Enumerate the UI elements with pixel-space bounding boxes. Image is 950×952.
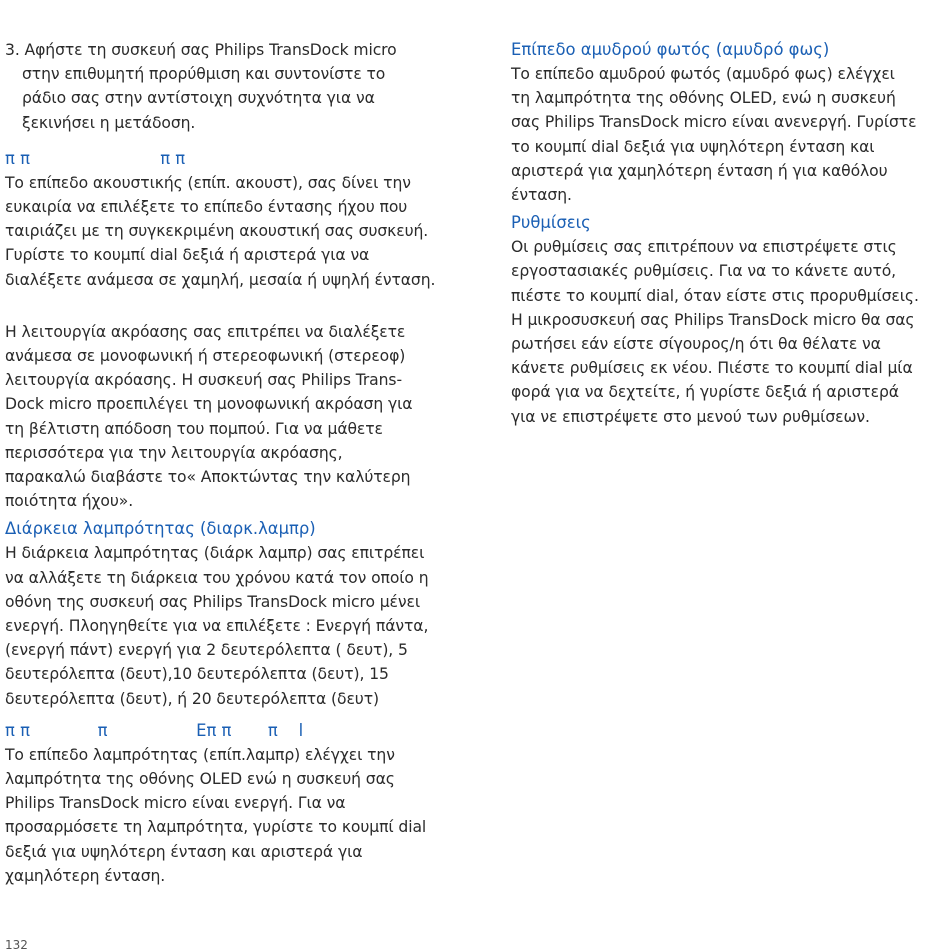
settings-heading: Ρυθμίσεις	[511, 213, 591, 233]
step-3-paragraph: 3. Αφήστε τη συσκευή σας Philips TransDock micro στην επιθυμητή προρύθμιση και συντονίστε το ράδιο σας στην αντίστοιχη συχνότητα για να ξεκινήσει η μετάδοση.	[5, 41, 397, 132]
left-column	[5, 38, 465, 888]
acoustic-level-paragraph: Το επίπεδο ακουστικής (επίπ. ακουστ), σας δίνει την ευκαιρία να επιλέξετε το επίπεδο έντασης ήχου που ταιριάζει με τη συγκεκριμένη ακουστική σας συσκευή. Γυρίστε το κουμπί dial δεξιά ή αριστερά για να διαλέξετε ανάμεσα σε χαμηλή, μεσαία ή υψηλή ένταση.	[5, 173, 436, 289]
brightness-level-paragraph: Το επίπεδο λαμπρότητας (επίπ.λαμπρ) ελέγχει την λαμπρότητα της οθόνης OLED ενώ η συσκευή σας Philips TransDock micro είναι ενεργή. Για να προσαρμόσετε τη λαμπρότητα, γυρίστε το κουμπί dial δεξιά για υψηλότερη ένταση και αριστερά για χαμηλότερη ένταση.	[5, 745, 427, 885]
settings-paragraph: Οι ρυθμίσεις σας επιτρέπουν να επιστρέψετε στις εργοστασιακές ρυθμίσεις. Για να το κάνετε αυτό, πιέστε το κουμπί dial, όταν είστε στις προρυθμίσεις. Η μικροσυσκευή σας Philips TransDock micro θα σας ρωτήσει εάν είστε σίγουρος/η ότι θα θέλατε να κάνετε ρυθμίσεις εκ νέου. Πιέστε το κουμπί dial μία φορά για να δεχτείτε, ή γυρίστε δεξιά ή αριστερά για νε επιστρέψετε στο μενού των ρυθμίσεων.	[511, 238, 919, 426]
brightness-duration-paragraph: Η διάρκεια λαμπρότητας (διάρκ λαμπρ) σας επιτρέπει να αλλάξετε τη διάρκεια του χρόνου κατά τον οποίο η οθόνη της συσκευή σας Philips TransDock micro μένει ενεργή. Πλοηγηθείτε για να επιλέξετε : Ενεργή πάντα, (ενεργή πάντ) ενεργή για 2 δευτερόλεπτα ( δευτ), 5 δευτερόλεπτα (δευτ),10 δευτερόλεπτα (δευτ), 15 δευτερόλεπτα (δευτ), ή 20 δευτερόλεπτα (δευτ)	[5, 544, 429, 708]
brightness-level-heading: π π π Επ π π l	[5, 720, 304, 740]
acoustic-level-heading: π π π π	[5, 148, 186, 168]
right-column	[511, 38, 947, 429]
dim-level-heading: Επίπεδο αμυδρού φωτός (αμυδρό φως)	[511, 40, 830, 59]
listening-mode-paragraph: Η λειτουργία ακρόασης σας επιτρέπει να διαλέξετε ανάμεσα σε μονοφωνική ή στερεοφωνική (στερεοφ) λειτουργία ακρόασης. Η συσκευή σας Philips Trans- Dock micro προεπιλέγει τη μονοφωνική ακρόαση για τη βέλτιστη απόδοση του πομπού. Για να μάθετε περισσότερα για την λειτουργία ακρόασης, παρακαλώ διαβάστε το« Αποκτώντας την καλύτερη ποιότητα ήχου».	[5, 322, 413, 511]
brightness-duration-heading: Διάρκεια λαμπρότητας (διαρκ.λαμπρ)	[5, 519, 316, 539]
page-number: 132	[5, 938, 28, 952]
dim-level-paragraph: Το επίπεδο αμυδρού φωτός (αμυδρό φως) ελέγχει τη λαμπρότητα της οθόνης OLED, ενώ η συσκευή σας Philips TransDock micro είναι ανενεργή. Γυρίστε το κουμπί dial δεξιά για υψηλότερη ένταση και αριστερά για χαμηλότερη ένταση ή για καθόλου ένταση.	[511, 65, 917, 205]
